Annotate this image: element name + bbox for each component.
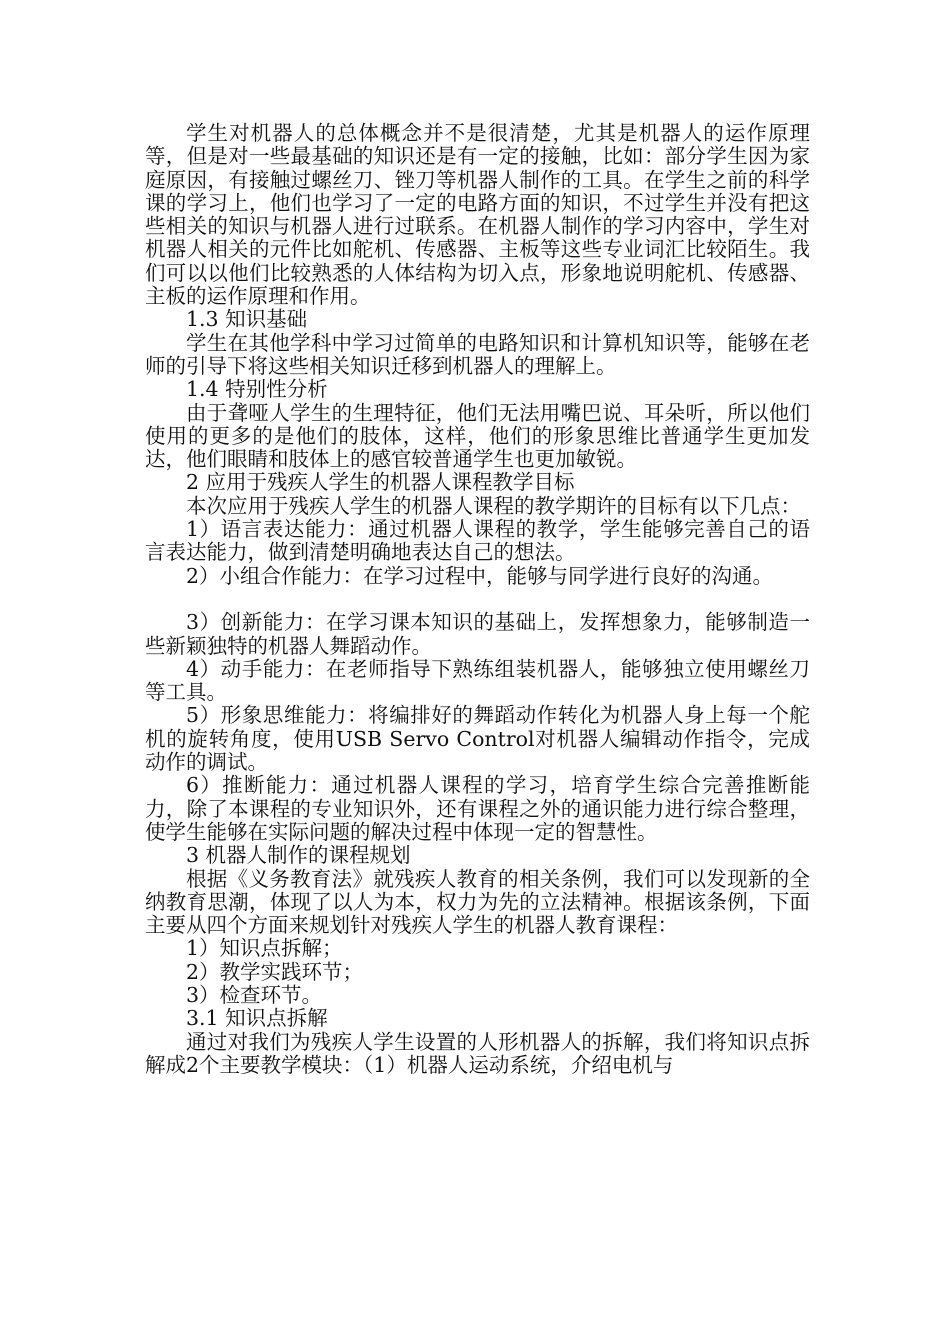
goal-item-6: 6）推断能力：通过机器人课程的学习，培育学生综合完善推断能力，除了本课程的专业知识外，还有课程之外的通识能力进行综合整理，使学生能够在实际问题的解决过程中体现一定的智慧性。 — [145, 773, 810, 844]
heading-2: 2 应用于残疾人学生的机器人课程教学目标 — [186, 470, 575, 495]
paragraph-robot-concept: 学生对机器人的总体概念并不是很清楚，尤其是机器人的运作原理等，但是对一些最基础的知识还是有一定的接触，比如：部分学生因为家庭原因，有接触过螺丝刀、锉刀等机器人制作的工具。在学生之前的科学课的学习上，他们也学习了一定的电路方面的知识，不过学生并没有把这些相关的知识与机器人进行过联系。在机器人制作的学习内容中，学生对机器人相关的元件比如舵机、传感器、主板等这些专业词汇比较陌生。我们可以以他们比较熟悉的人体结构为切入点，形象地说明舵机、传感器、主板的运作原理和作用。 — [145, 121, 810, 309]
goal-item-5: 5）形象思维能力：将编排好的舞蹈动作转化为机器人身上每一个舵机的旋转角度，使用USB Servo Control对机器人编辑动作指令，完成动作的调试。 — [145, 703, 810, 775]
paragraph-knowledge-base: 学生在其他学科中学习过简单的电路知识和计算机知识等，能够在老师的引导下将这些相关知识迁移到机器人的理解上。 — [145, 330, 810, 378]
heading-1-4: 1.4 特别性分析 — [186, 377, 328, 402]
paragraph-goals-intro: 本次应用于残疾人学生的机器人课程的教学期许的目标有以下几点： — [186, 493, 801, 518]
plan-item-2: 2）教学实践环节； — [186, 959, 364, 984]
goal-item-3: 3）创新能力：在学习课本知识的基础上，发挥想象力，能够制造一些新颖独特的机器人舞蹈动作。 — [145, 610, 810, 658]
paragraph-course-planning: 根据《义务教育法》就残疾人教育的相关条例，我们可以发现新的全纳教育思潮，体现了以人为本，权力为先的立法精神。根据该条例，下面主要从四个方面来规划针对残疾人学生的机器人教育课程： — [145, 866, 810, 938]
document-body — [145, 122, 810, 1077]
plan-item-3: 3）检查环节。 — [186, 982, 323, 1007]
blank-line — [145, 588, 810, 611]
heading-3-1: 3.1 知识点拆解 — [186, 1006, 328, 1031]
paragraph-special-analysis: 由于聋哑人学生的生理特征，他们无法用嘴巴说、耳朵听，所以他们使用的更多的是他们的肢体，这样，他们的形象思维比普通学生更加发达，他们眼睛和肢体上的感官较普通学生也更加敏锐。 — [145, 400, 810, 472]
goal-item-2: 2）小组合作能力：在学习过程中，能够与同学进行良好的沟通。 — [186, 563, 774, 588]
goal-item-1: 1）语言表达能力：通过机器人课程的教学，学生能够完善自己的语言表达能力，做到清楚明确地表达自己的想法。 — [145, 517, 810, 565]
paragraph-knowledge-split: 通过对我们为残疾人学生设置的人形机器人的拆解，我们将知识点拆解成2个主要教学模块：（1）机器人运动系统，介绍电机与 — [145, 1029, 810, 1077]
goal-item-4: 4）动手能力：在老师指导下熟练组装机器人，能够独立使用螺丝刀等工具。 — [145, 656, 810, 705]
heading-3: 3 机器人制作的课程规划 — [186, 843, 411, 868]
plan-item-1: 1）知识点拆解； — [186, 936, 343, 961]
heading-1-3: 1.3 知识基础 — [186, 307, 308, 332]
